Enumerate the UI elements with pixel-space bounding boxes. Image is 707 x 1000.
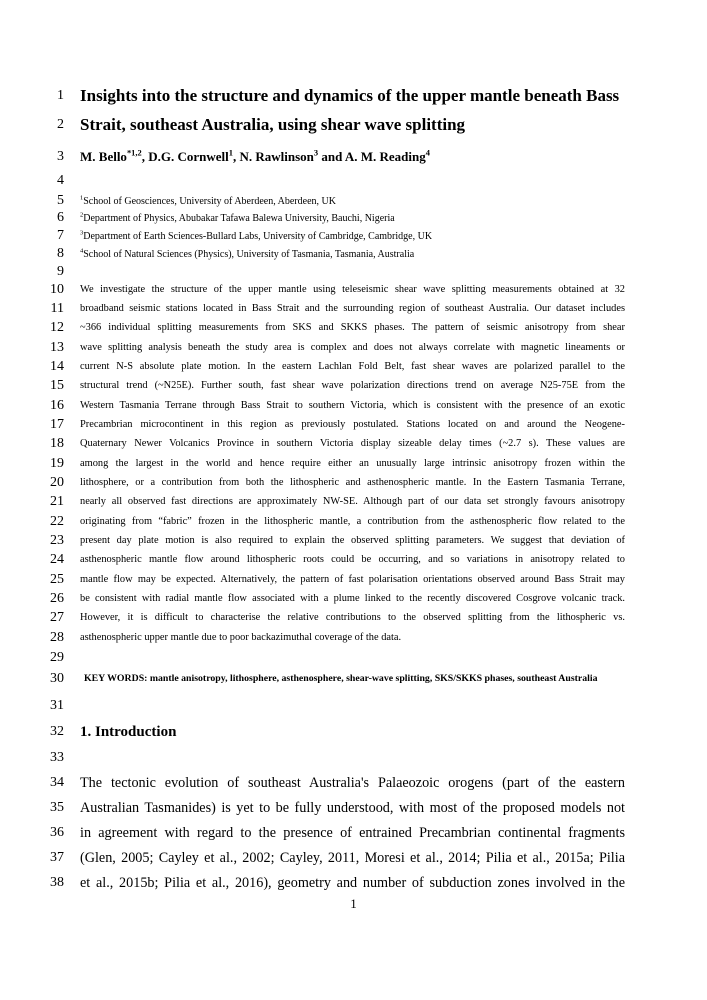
- line-number: 14: [50, 359, 64, 374]
- page-number: 1: [350, 896, 357, 911]
- line-number: 6: [57, 210, 64, 225]
- body-line: et al., 2015b; Pilia et al., 2016), geometry and number of subduction zones involved in the: [80, 875, 625, 891]
- line-number: 34: [50, 775, 64, 790]
- line-number: 30: [50, 671, 64, 686]
- line-number: 8: [57, 246, 64, 261]
- author-name: M. Bello: [80, 149, 127, 164]
- abstract-line: present day plate motion is also required to explain the observed splitting parameters. We suggest that deviation of: [80, 535, 625, 546]
- abstract-line: current N-S absolute plate motion. In the eastern Lachlan Fold Belt, fast shear waves are polarized parallel to the: [80, 361, 625, 372]
- line-number: 4: [57, 173, 64, 188]
- line-number: 28: [50, 630, 64, 645]
- line-number: 19: [50, 456, 64, 471]
- abstract-line: Quaternary Newer Volcanics Province in southern Victoria display sizeable delay times (~2.7 s). These values are: [80, 438, 625, 449]
- author-name: , N. Rawlinson: [232, 149, 314, 164]
- line-number: 35: [50, 800, 64, 815]
- affiliation-text: Department of Earth Sciences-Bullard Labs, University of Cambridge, Cambridge, UK: [83, 231, 433, 242]
- line-number: 27: [50, 610, 64, 625]
- line-number: 11: [50, 301, 64, 316]
- line-number: 7: [57, 228, 64, 243]
- line-number: 31: [50, 698, 64, 713]
- line-number: 10: [50, 282, 64, 297]
- author-affiliation-mark: 3: [313, 147, 319, 158]
- body-line: The tectonic evolution of southeast Australia's Palaeozoic orogens (part of the eastern: [80, 775, 625, 791]
- line-number: 18: [50, 436, 64, 451]
- line-number: 37: [50, 850, 64, 865]
- line-number: 23: [50, 533, 64, 548]
- abstract-line: nearly all observed fast directions are approximately NW-SE. Although part of our data set strongly favours anisotropy: [80, 496, 625, 507]
- abstract-line: asthenospheric upper mantle due to poor backazimuthal coverage of the data.: [80, 632, 402, 643]
- line-number: 16: [50, 398, 64, 413]
- paper-title-line-2: Strait, southeast Australia, using shear wave splitting: [80, 115, 466, 134]
- keywords: KEY WORDS: mantle anisotropy, lithosphere, asthenosphere, shear-wave splitting, SKS/SKKS phases, southeast Australia: [84, 673, 598, 684]
- affiliation-mark: 3: [80, 229, 84, 237]
- affiliation-mark: 1: [80, 194, 84, 202]
- author-name: , D.G. Cornwell: [141, 149, 229, 164]
- abstract-line: lithosphere, or a contribution from both the lithospheric and asthenospheric mantle. In the Eastern Tasmania Terrane,: [80, 477, 625, 488]
- line-number: 32: [50, 724, 64, 739]
- paper-title-line-1: Insights into the structure and dynamics of the upper mantle beneath Bass: [80, 86, 620, 105]
- line-number: 15: [50, 378, 64, 393]
- affiliation-mark: 4: [80, 247, 84, 255]
- author-list: [80, 149, 625, 165]
- abstract-line: Precambrian microcontinent in this region as previously postulated. Stations located on and around the Neogene-: [80, 419, 625, 430]
- author-affiliation-mark: 1: [228, 147, 233, 158]
- line-number: 24: [50, 552, 64, 567]
- line-number: 5: [57, 193, 64, 208]
- line-number: 29: [50, 650, 64, 665]
- line-number: 3: [57, 149, 64, 164]
- line-number: 38: [50, 875, 64, 890]
- affiliation-mark: 2: [80, 211, 84, 219]
- affiliation: [80, 230, 625, 243]
- body-line: (Glen, 2005; Cayley et al., 2002; Cayley, 2011, Moresi et al., 2014; Pilia et al., 2015a; Pilia: [80, 850, 625, 866]
- author-affiliation-mark: 4: [425, 147, 430, 158]
- line-number: 36: [50, 825, 64, 840]
- line-number: 13: [50, 340, 64, 355]
- affiliation-text: Department of Physics, Abubakar Tafawa Balewa University, Bauchi, Nigeria: [83, 213, 395, 224]
- affiliation: [80, 195, 625, 208]
- abstract-line: structural trend (~N25E). Further south, fast shear wave polarization directions trend on average N25-75E from the: [80, 380, 625, 391]
- affiliation: [80, 212, 625, 225]
- affiliation-text: School of Natural Sciences (Physics), University of Tasmania, Tasmania, Australia: [83, 249, 415, 260]
- author-affiliation-mark: *1,2: [126, 147, 142, 158]
- abstract-line: However, it is difficult to characterise the relative contributions to the observed splitting from the lithospheric vs.: [80, 612, 625, 623]
- line-number: 12: [50, 320, 64, 335]
- line-number: 20: [50, 475, 64, 490]
- abstract-line: We investigate the structure of the upper mantle using teleseismic shear wave splitting measurements obtained at 32: [80, 284, 625, 295]
- abstract-line: mantle flow may be expected. Alternatively, the pattern of fast polarisation orientations observed around Bass Strait may: [80, 574, 625, 585]
- line-number: 22: [50, 514, 64, 529]
- abstract-line: wave splitting analysis beneath the study area is complex and does not always correlate with magnetic lineaments or: [80, 342, 625, 353]
- abstract-line: be consistent with radial mantle flow associated with a plume linked to the recently discovered Cosgrove volcanic track.: [80, 593, 625, 604]
- abstract-line: broadband seismic stations located in Bass Strait and the surrounding region of southeast Australia. Our dataset includes: [80, 303, 625, 314]
- line-number: 25: [50, 572, 64, 587]
- line-number: 26: [50, 591, 64, 606]
- abstract-line: originating from “fabric” frozen in the lithospheric mantle, a contribution from the asthenospheric flow related to the: [80, 516, 625, 527]
- line-number: 1: [57, 88, 64, 103]
- line-number: 21: [50, 494, 64, 509]
- affiliation-text: School of Geosciences, University of Aberdeen, Aberdeen, UK: [83, 196, 336, 207]
- line-number: 9: [57, 264, 64, 279]
- line-number: 2: [57, 117, 64, 132]
- body-line: in agreement with regard to the presence of entrained Precambrian continental fragments: [80, 825, 625, 841]
- body-line: Australian Tasmanides) is yet to be fully understood, with most of the proposed models not: [80, 800, 625, 816]
- abstract-line: ~366 individual splitting measurements from SKS and SKKS phases. The pattern of seismic anisotropy from shear: [80, 322, 625, 333]
- line-number: 33: [50, 750, 64, 765]
- affiliation: [80, 248, 625, 261]
- abstract-line: asthenospheric mantle flow around lithospheric roots could be occurring, and so variations in anisotropy related to: [80, 554, 625, 565]
- abstract-line: among the largest in the world and hence require either an unusually large intrinsic anisotropy frozen within the: [80, 458, 625, 469]
- author-name: and A. M. Reading: [318, 149, 426, 164]
- line-number: 17: [50, 417, 64, 432]
- abstract-line: Western Tasmania Terrane through Bass Strait to southern Victoria, which is consistent with the presence of an exotic: [80, 400, 625, 411]
- section-heading: 1. Introduction: [80, 724, 177, 740]
